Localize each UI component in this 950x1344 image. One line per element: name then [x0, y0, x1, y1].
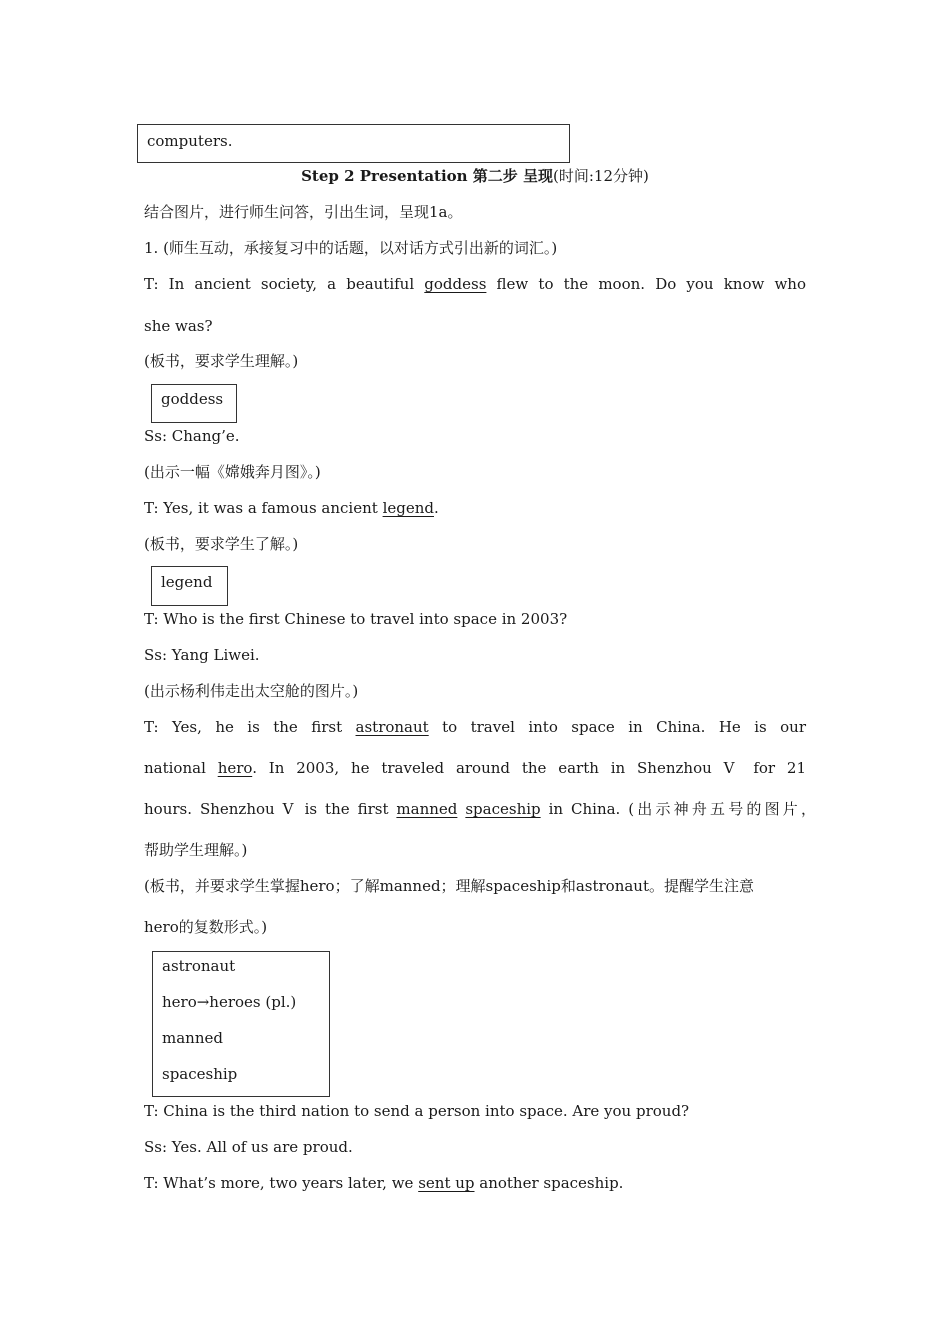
step-title: Step 2 Presentation 第二步 呈现 [301, 167, 554, 185]
goddess-box [151, 384, 237, 423]
box-word: manned [162, 1029, 223, 1047]
box-text: computers. [147, 132, 233, 150]
text-line: hero的复数形式。) [144, 918, 268, 936]
vocab-spaceship: spaceship [465, 800, 541, 818]
section-heading [0, 166, 950, 186]
text-line: Ss: Chang’e. [144, 427, 240, 445]
text-line: (板书，要求学生理解。) [144, 352, 299, 370]
computers-box [137, 124, 570, 163]
legend-box [151, 566, 228, 606]
text-line: (板书，并要求学生掌握hero；了解manned；理解spaceship和astronaut。提醒学生注意 [144, 877, 755, 895]
box-text: legend [161, 573, 213, 591]
text-line: national hero. In 2003, he traveled around the earth in Shenzhou Ⅴ for 21 [144, 759, 806, 777]
vocab-astronaut: astronaut [355, 718, 429, 736]
text-line: hours. Shenzhou Ⅴ is the first manned spaceship in China. (出示神舟五号的图片， [144, 800, 816, 818]
text-line: Ss: Yang Liwei. [144, 646, 260, 664]
text-line: 1. (师生互动，承接复习中的话题，以对话方式引出新的词汇。) [144, 239, 558, 257]
text-line: 帮助学生理解。) [144, 841, 248, 859]
box-word: astronaut [162, 957, 236, 975]
text-line: (出示杨利伟走出太空舱的图片。) [144, 682, 359, 700]
vocab-goddess: goddess [424, 275, 487, 293]
vocab-hero: hero [217, 759, 253, 777]
text-line: T: Yes, he is the first astronaut to travel into space in China. He is our [144, 718, 806, 736]
box-word: spaceship [162, 1065, 238, 1083]
text-line: (板书，要求学生了解。) [144, 535, 299, 553]
text-line: T: What’s more, two years later, we sent up another spaceship. [144, 1174, 624, 1192]
box-word: hero→heroes (pl.) [162, 993, 297, 1011]
text-line: she was? [144, 317, 213, 335]
text-line: T: In ancient society, a beautiful goddess flew to the moon. Do you know who [144, 275, 807, 293]
text-line: T: Who is the first Chinese to travel into space in 2003? [144, 610, 568, 628]
vocab-box [152, 951, 330, 1097]
vocab-sent-up: sent up [418, 1174, 475, 1192]
vocab-legend: legend [382, 499, 434, 517]
box-text: goddess [161, 390, 224, 408]
vocab-manned: manned [396, 800, 458, 818]
text-line: T: Yes, it was a famous ancient legend. [144, 499, 439, 517]
text-line: Ss: Yes. All of us are proud. [144, 1138, 353, 1156]
text-line: (出示一幅《嫦娥奔月图》。) [144, 463, 321, 481]
text-line: T: China is the third nation to send a person into space. Are you proud? [144, 1102, 690, 1120]
text-line: 结合图片，进行师生问答，引出生词，呈现1a。 [144, 203, 463, 221]
step-time: (时间:12分钟) [553, 167, 649, 185]
